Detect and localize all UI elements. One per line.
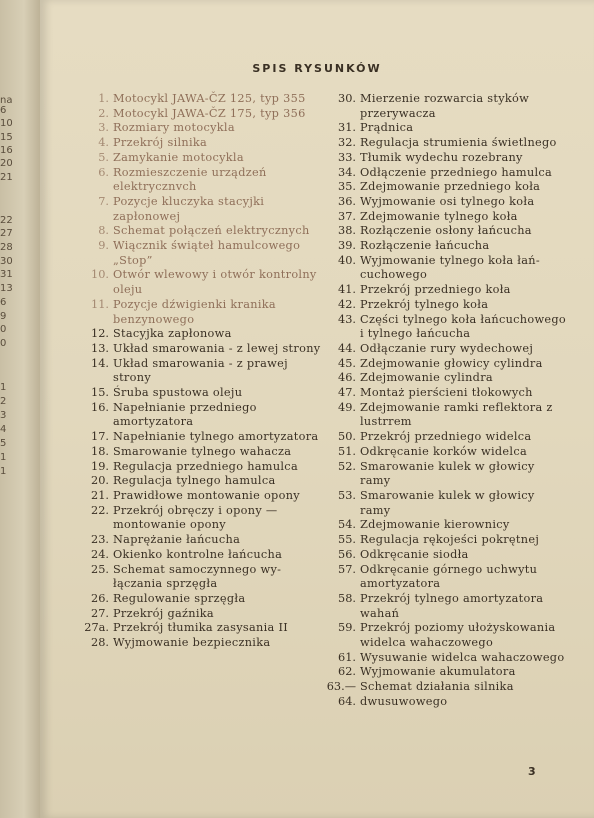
figure-number: 57. xyxy=(338,562,356,576)
strip-number: 9 xyxy=(0,311,7,322)
strip-number: 21 xyxy=(0,172,13,183)
figure-entry xyxy=(81,504,326,533)
figure-entry xyxy=(322,430,567,445)
figure-number: 52. xyxy=(338,459,356,473)
figure-entry xyxy=(322,563,567,592)
strip-number: 6 xyxy=(0,105,7,116)
figure-title: Okienko kontrolne łańcucha xyxy=(113,547,283,561)
figure-title: Schemat połączeń elektrycznych xyxy=(113,224,310,238)
figure-title: Regulacja rękojeści pokrętnej xyxy=(360,533,540,547)
figure-title: Pozycje dźwigienki kranika benzynowego xyxy=(113,297,276,326)
figure-title: Motocykl JAWA-ČZ 125, typ 355 xyxy=(113,92,306,105)
figure-number: 38. xyxy=(338,224,356,238)
strip-number: 5 xyxy=(0,438,7,449)
strip-number: 31 xyxy=(0,269,13,280)
figure-entry xyxy=(81,445,326,460)
figure-number: 46. xyxy=(338,371,356,385)
figure-entry xyxy=(322,445,567,460)
figure-number: 7. xyxy=(98,194,109,208)
figure-entry xyxy=(322,401,567,430)
figure-title: Tłumik wydechu rozebrany xyxy=(360,150,523,164)
strip-number: 16 xyxy=(0,145,13,156)
figure-number: 62. xyxy=(338,665,356,679)
figure-number: 13. xyxy=(91,341,109,355)
figure-list-left-column xyxy=(81,92,326,651)
figure-number: 5. xyxy=(98,150,109,164)
figure-number: 20. xyxy=(91,474,109,488)
figure-number: 32. xyxy=(338,136,356,150)
figure-title: Pozycje kluczyka stacyjki zapłonowej xyxy=(113,194,265,223)
figure-title: Odkręcanie siodła xyxy=(360,547,469,561)
figure-title: Naprężanie łańcucha xyxy=(113,533,241,547)
figure-title: Zamykanie motocykla xyxy=(113,150,244,164)
strip-number: 0 xyxy=(0,324,7,335)
figure-number: 58. xyxy=(338,591,356,605)
figure-title: Zdejmowanie kierownicy xyxy=(360,518,510,532)
figure-title: Regulowanie sprzęgła xyxy=(113,591,246,605)
figure-title: Przekrój obręczy i opony — montowanie opony xyxy=(113,503,278,532)
figure-title: Wyjmowanie akumulatora xyxy=(360,665,516,679)
figure-entry xyxy=(322,548,567,563)
figure-number: 44. xyxy=(338,341,356,355)
figure-title: Zdejmowanie głowicy cylindra xyxy=(360,356,543,370)
figure-title: Rozłączenie osłony łańcucha xyxy=(360,224,532,238)
figure-entry xyxy=(81,107,326,122)
figure-entry xyxy=(81,474,326,489)
figure-number: 55. xyxy=(338,533,356,547)
figure-title: Zdejmowanie ramki reflektora z lustrrem xyxy=(360,400,553,429)
figure-number: 40. xyxy=(338,253,356,267)
figure-title: Przekrój tylnego amortyzatora wahań xyxy=(360,591,544,620)
figure-title: Schemat działania silnika dwusuwowego xyxy=(360,680,514,708)
figure-number: 51. xyxy=(338,444,356,458)
figure-number: 19. xyxy=(91,459,109,473)
figure-number: 10. xyxy=(91,268,109,282)
figure-number: 3. xyxy=(98,121,109,135)
figure-title: Odkręcanie korków widelca xyxy=(360,444,527,458)
figure-title: Prądnica xyxy=(360,121,414,135)
figure-entry xyxy=(81,386,326,401)
figure-entry xyxy=(322,665,567,680)
figure-number: 26. xyxy=(91,591,109,605)
figure-entry xyxy=(322,489,567,518)
strip-number: 15 xyxy=(0,132,13,143)
figure-number: 31. xyxy=(338,121,356,135)
figure-entry xyxy=(322,313,567,342)
strip-number: 1 xyxy=(0,382,7,393)
document-page xyxy=(40,0,594,818)
figure-title: Smarowanie kulek w głowicy ramy xyxy=(360,459,535,488)
figure-number: 28. xyxy=(91,636,109,650)
figure-entry xyxy=(322,621,567,650)
figure-title: Regulacja strumienia świetlnego xyxy=(360,136,557,150)
figure-title: Odłączanie rury wydechowej xyxy=(360,341,534,355)
strip-number: 1 xyxy=(0,466,7,477)
figure-list-right-column xyxy=(322,92,567,710)
figure-entry xyxy=(81,121,326,136)
figure-number: 61. xyxy=(338,650,356,664)
figure-number: 53. xyxy=(338,488,356,502)
figure-entry xyxy=(81,533,326,548)
figure-entry xyxy=(81,268,326,297)
figure-entry xyxy=(81,548,326,563)
figure-number: 39. xyxy=(338,239,356,253)
figure-number: 14. xyxy=(91,356,109,370)
figure-title: Zdejmowanie przedniego koła xyxy=(360,180,541,194)
figure-entry xyxy=(81,239,326,268)
strip-number: 28 xyxy=(0,242,13,253)
strip-number: 3 xyxy=(0,410,7,421)
figure-title: Układ smarowania - z prawej strony xyxy=(113,356,288,385)
figure-entry xyxy=(322,651,567,666)
figure-entry xyxy=(81,592,326,607)
figure-number: 33. xyxy=(338,150,356,164)
figure-number: 63.—64. xyxy=(326,680,356,708)
figure-entry xyxy=(322,151,567,166)
figure-entry xyxy=(322,592,567,621)
figure-number: 22. xyxy=(91,503,109,517)
figure-number: 34. xyxy=(338,165,356,179)
figure-entry xyxy=(322,342,567,357)
figure-number: 11. xyxy=(91,297,109,311)
figure-title: Wysuwanie widelca wahaczowego xyxy=(360,650,565,664)
figure-entry xyxy=(322,460,567,489)
figure-number: 47. xyxy=(338,386,356,400)
figure-number: 59. xyxy=(338,621,356,635)
figure-title: Mierzenie rozwarcia styków przerywacza xyxy=(360,92,530,120)
figure-title: Rozłączenie łańcucha xyxy=(360,239,490,253)
figure-number: 16. xyxy=(91,400,109,414)
figure-entry xyxy=(81,92,326,107)
figure-title: Smarowanie kulek w głowicy ramy xyxy=(360,488,535,517)
figure-entry xyxy=(322,121,567,136)
figure-title: Przekrój przedniego widelca xyxy=(360,430,532,444)
figure-number: 12. xyxy=(91,327,109,341)
figure-number: 18. xyxy=(91,444,109,458)
figure-entry xyxy=(81,357,326,386)
figure-title: Przekrój silnika xyxy=(113,136,208,150)
figure-entry xyxy=(322,224,567,239)
figure-entry xyxy=(81,621,326,636)
figure-number: 27. xyxy=(91,606,109,620)
figure-number: 41. xyxy=(338,283,356,297)
figure-title: Wiącznik świąteł hamulcowego „Stop” xyxy=(113,239,301,267)
figure-entry xyxy=(322,210,567,225)
figure-entry xyxy=(322,239,567,254)
figure-title: Przekrój poziomy ułożyskowania widelca wahaczowego xyxy=(360,621,556,650)
figure-number: 21. xyxy=(91,488,109,502)
figure-entry xyxy=(322,533,567,548)
figure-entry xyxy=(81,327,326,342)
strip-number: 6 xyxy=(0,297,7,308)
figure-title: Rozmiary motocykla xyxy=(113,121,235,135)
figure-number: 24. xyxy=(91,547,109,561)
figure-number: 9. xyxy=(98,239,109,253)
figure-entry xyxy=(81,430,326,445)
figure-entry xyxy=(81,460,326,475)
figure-number: 42. xyxy=(338,297,356,311)
figure-entry xyxy=(322,254,567,283)
figure-entry xyxy=(81,224,326,239)
figure-number: 49. xyxy=(338,400,356,414)
figure-entry xyxy=(81,607,326,622)
figure-title: Wyjmowanie osi tylnego koła xyxy=(360,194,535,208)
figure-title: Napełnianie przedniego amortyzatora xyxy=(113,400,257,429)
figure-number: 27a. xyxy=(84,621,109,635)
figure-entry xyxy=(322,195,567,210)
figure-entry xyxy=(322,92,567,121)
figure-title: Motocykl JAWA-ČZ 175, typ 356 xyxy=(113,106,306,120)
figure-title: Smarowanie tylnego wahacza xyxy=(113,444,292,458)
figure-entry xyxy=(81,195,326,224)
figure-number: 4. xyxy=(98,136,109,150)
figure-title: Wyjmowanie tylnego koła łań-cuchowego xyxy=(360,253,540,282)
figure-title: Rozmieszczenie urządzeń elektrycznvch xyxy=(113,165,267,194)
figure-title: Części tylnego koła łańcuchowego i tylnego łańcucha xyxy=(360,312,567,341)
figure-title: Otwór wlewowy i otwór kontrolny oleju xyxy=(113,268,317,297)
strip-number: 0 xyxy=(0,338,7,349)
figure-entry xyxy=(81,166,326,195)
figure-number: 6. xyxy=(98,165,109,179)
figure-number: 37. xyxy=(338,209,356,223)
figure-number: 43. xyxy=(338,312,356,326)
figure-entry xyxy=(322,166,567,181)
figure-title: Odłączenie przedniego hamulca xyxy=(360,165,553,179)
figure-entry xyxy=(322,371,567,386)
figure-entry xyxy=(322,386,567,401)
figure-entry xyxy=(81,136,326,151)
figure-title: Przekrój gaźnika xyxy=(113,606,214,620)
strip-number: 10 xyxy=(0,118,13,129)
strip-number: 13 xyxy=(0,283,13,294)
figure-title: Napełnianie tylnego amortyzatora xyxy=(113,430,319,444)
figure-number: 8. xyxy=(98,224,109,238)
figure-title: Regulacja tylnego hamulca xyxy=(113,474,276,488)
figure-entry xyxy=(81,401,326,430)
strip-number: 27 xyxy=(0,228,13,239)
figure-number: 2. xyxy=(98,106,109,120)
figure-entry xyxy=(81,342,326,357)
figure-title: Zdejmowanie tylnego koła xyxy=(360,209,518,223)
figure-entry xyxy=(322,680,567,709)
strip-number: 1 xyxy=(0,452,7,463)
strip-number: 30 xyxy=(0,256,13,267)
figure-entry xyxy=(322,283,567,298)
figure-title: Przekrój tylnego koła xyxy=(360,297,489,311)
figure-number: 50. xyxy=(338,430,356,444)
strip-number: 20 xyxy=(0,158,13,169)
figure-title: Przekrój tłumika zasysania II xyxy=(113,621,288,635)
figure-entry xyxy=(81,563,326,592)
figure-number: 35. xyxy=(338,180,356,194)
figure-number: 54. xyxy=(338,518,356,532)
figure-number: 36. xyxy=(338,194,356,208)
figure-title: Schemat samoczynnego wy-łączania sprzęgła xyxy=(113,562,282,591)
figure-title: Stacyjka zapłonowa xyxy=(113,327,232,341)
figure-number: 23. xyxy=(91,533,109,547)
figure-entry xyxy=(81,636,326,651)
strip-number: 4 xyxy=(0,424,7,435)
figure-title: Montaż pierścieni tłokowych xyxy=(360,386,533,400)
figure-number: 1. xyxy=(98,92,109,105)
figure-title: Układ smarowania - z lewej strony xyxy=(113,341,321,355)
figure-number: 45. xyxy=(338,356,356,370)
figure-title: Prawidłowe montowanie opony xyxy=(113,488,300,502)
figure-title: Śruba spustowa oleju xyxy=(113,386,243,400)
strip-number: na xyxy=(0,95,13,106)
strip-number: 2 xyxy=(0,396,7,407)
figure-title: Zdejmowanie cylindra xyxy=(360,371,493,385)
figure-title: Przekrój przedniego koła xyxy=(360,283,511,297)
figure-entry xyxy=(322,180,567,195)
figure-entry xyxy=(322,136,567,151)
figure-entry xyxy=(322,298,567,313)
strip-number: 22 xyxy=(0,215,13,226)
figure-number: 30. xyxy=(338,92,356,105)
figure-entry xyxy=(322,357,567,372)
page-number: 3 xyxy=(528,765,536,778)
figure-number: 15. xyxy=(91,386,109,400)
figure-title: Regulacja przedniego hamulca xyxy=(113,459,298,473)
figure-entry xyxy=(81,489,326,504)
figure-title: Wyjmowanie bezpiecznika xyxy=(113,636,271,650)
previous-page-edge xyxy=(0,0,40,818)
figure-number: 17. xyxy=(91,430,109,444)
figure-entry xyxy=(81,298,326,327)
figure-number: 25. xyxy=(91,562,109,576)
figure-title: Odkręcanie górnego uchwytu amortyzatora xyxy=(360,562,538,591)
page-title: SPIS RYSUNKÓW xyxy=(252,62,382,75)
figure-entry xyxy=(322,518,567,533)
figure-entry xyxy=(81,151,326,166)
figure-number: 56. xyxy=(338,547,356,561)
